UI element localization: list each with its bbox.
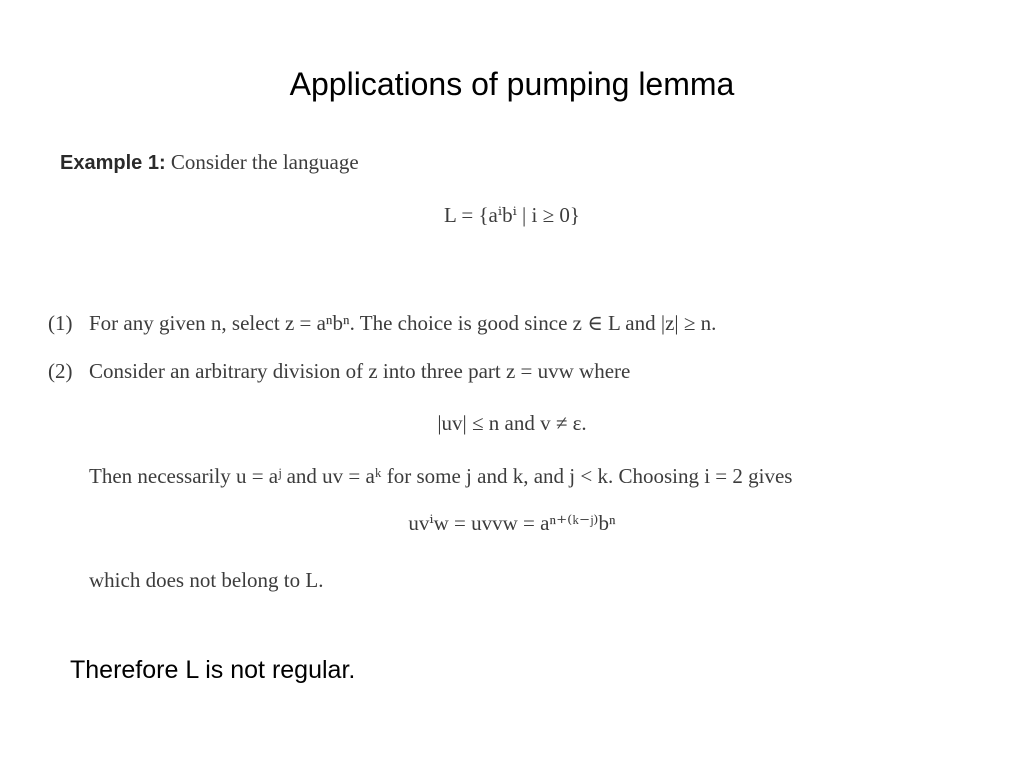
then-statement: Then necessarily u = aʲ and uv = aᵏ for some j and k, and j < k. Choosing i = 2 gives bbox=[89, 464, 793, 488]
step-text: For any given n, select z = aⁿbⁿ. The choice is good since z ∈ L and |z| ≥ n. bbox=[89, 311, 717, 335]
pumped-string: uvⁱw = uvvw = aⁿ⁺⁽ᵏ⁻ʲ⁾bⁿ bbox=[408, 511, 616, 535]
conclusion: Therefore L is not regular. bbox=[70, 656, 356, 684]
example-heading bbox=[60, 152, 359, 173]
slide-title: Applications of pumping lemma bbox=[289, 66, 735, 102]
step-number: (2) bbox=[48, 359, 73, 383]
step-2 bbox=[48, 361, 630, 382]
example-label: Example 1: bbox=[60, 152, 166, 174]
step-text: Consider an arbitrary division of z into three part z = uvw where bbox=[89, 359, 631, 383]
language-definition: L = {aⁱbⁱ | i ≥ 0} bbox=[444, 203, 580, 227]
step-1 bbox=[48, 313, 716, 334]
example-intro: Consider the language bbox=[170, 150, 359, 174]
closing-statement: which does not belong to L. bbox=[89, 568, 324, 592]
step-number: (1) bbox=[48, 311, 73, 335]
division-conditions: |uv| ≤ n and v ≠ ε. bbox=[437, 411, 587, 435]
